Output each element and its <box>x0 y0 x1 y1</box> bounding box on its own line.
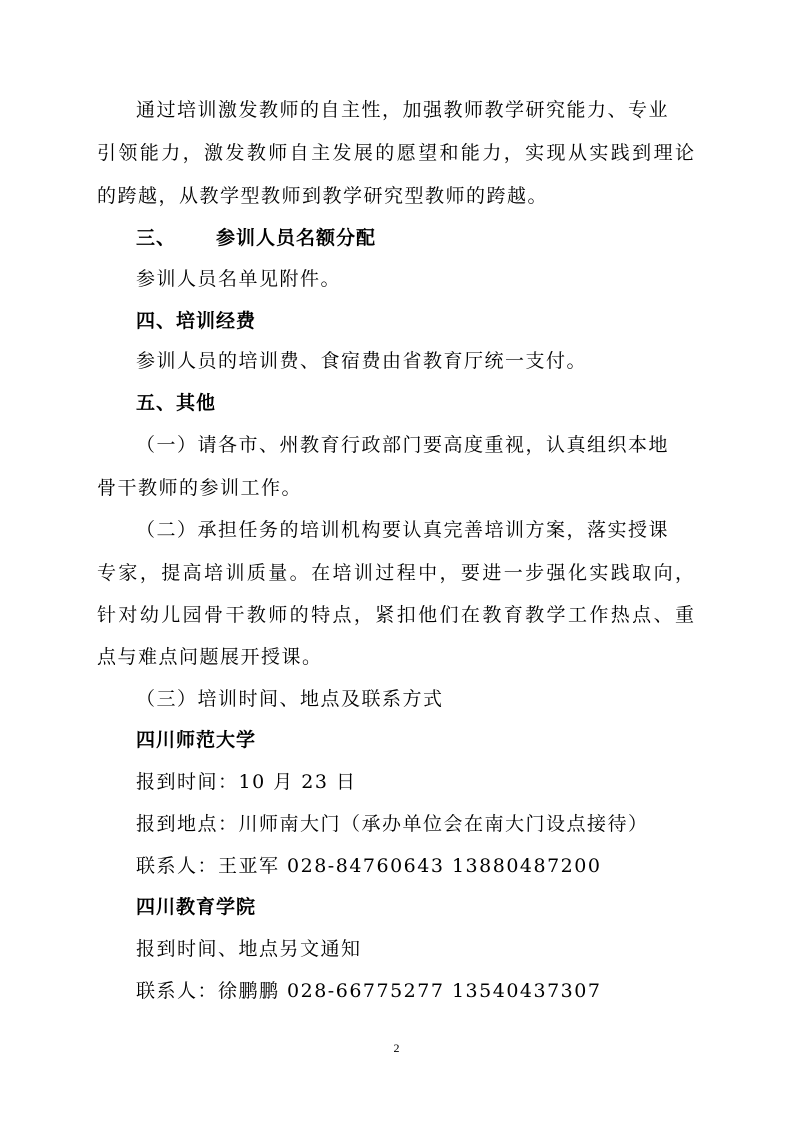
section-title-3: 参训人员名额分配 <box>216 227 377 249</box>
paragraph-other-2-line-4: 点与难点问题展开授课。 <box>97 646 323 668</box>
paragraph-other-2-line-3: 针对幼儿园骨干教师的特点，紧扣他们在教育教学工作热点、重 <box>97 604 694 626</box>
site-1-registration-place: 报到地点：川师南大门（承办单位会在南大门设点接待） <box>136 813 649 835</box>
section-heading-participants <box>136 225 376 251</box>
paragraph-objectives-line-3: 的跨越，从教学型教师到教学研究型教师的跨越。 <box>97 185 549 207</box>
site-1-registration-time: 报到时间：10 月 23 日 <box>136 771 357 793</box>
paragraph-other-1-line-2: 骨干教师的参训工作。 <box>97 477 303 499</box>
paragraph-other-2-line-1: （二）承担任务的培训机构要认真完善培训方案，落实授课 <box>136 519 670 541</box>
paragraph-participants: 参训人员名单见附件。 <box>136 268 342 290</box>
paragraph-other-3: （三）培训时间、地点及联系方式 <box>136 688 444 710</box>
page-number: 2 <box>393 1041 400 1055</box>
site-2-contact: 联系人：徐鹏鹏 028-66775277 13540437307 <box>136 980 602 1002</box>
section-heading-other: 五、其他 <box>136 392 217 414</box>
section-number-3: 三、 <box>136 227 177 249</box>
paragraph-other-2-line-2: 专家，提高培训质量。在培训过程中，要进一步强化实践取向， <box>97 562 694 584</box>
site-name-sichuan-normal-university: 四川师范大学 <box>136 729 257 751</box>
site-name-sichuan-education-college: 四川教育学院 <box>136 896 257 918</box>
paragraph-other-1-line-1: （一）请各市、州教育行政部门要高度重视，认真组织本地 <box>136 434 670 456</box>
paragraph-funding: 参训人员的培训费、食宿费由省教育厅统一支付。 <box>136 350 588 372</box>
site-2-registration-info: 报到时间、地点另文通知 <box>136 938 362 960</box>
paragraph-objectives-line-1: 通过培训激发教师的自主性，加强教师教学研究能力、专业 <box>136 99 670 121</box>
section-heading-funding: 四、培训经费 <box>136 310 257 332</box>
paragraph-objectives-line-2: 引领能力，激发教师自主发展的愿望和能力，实现从实践到理论 <box>97 142 694 164</box>
site-1-contact: 联系人：王亚军 028-84760643 13880487200 <box>136 855 602 877</box>
